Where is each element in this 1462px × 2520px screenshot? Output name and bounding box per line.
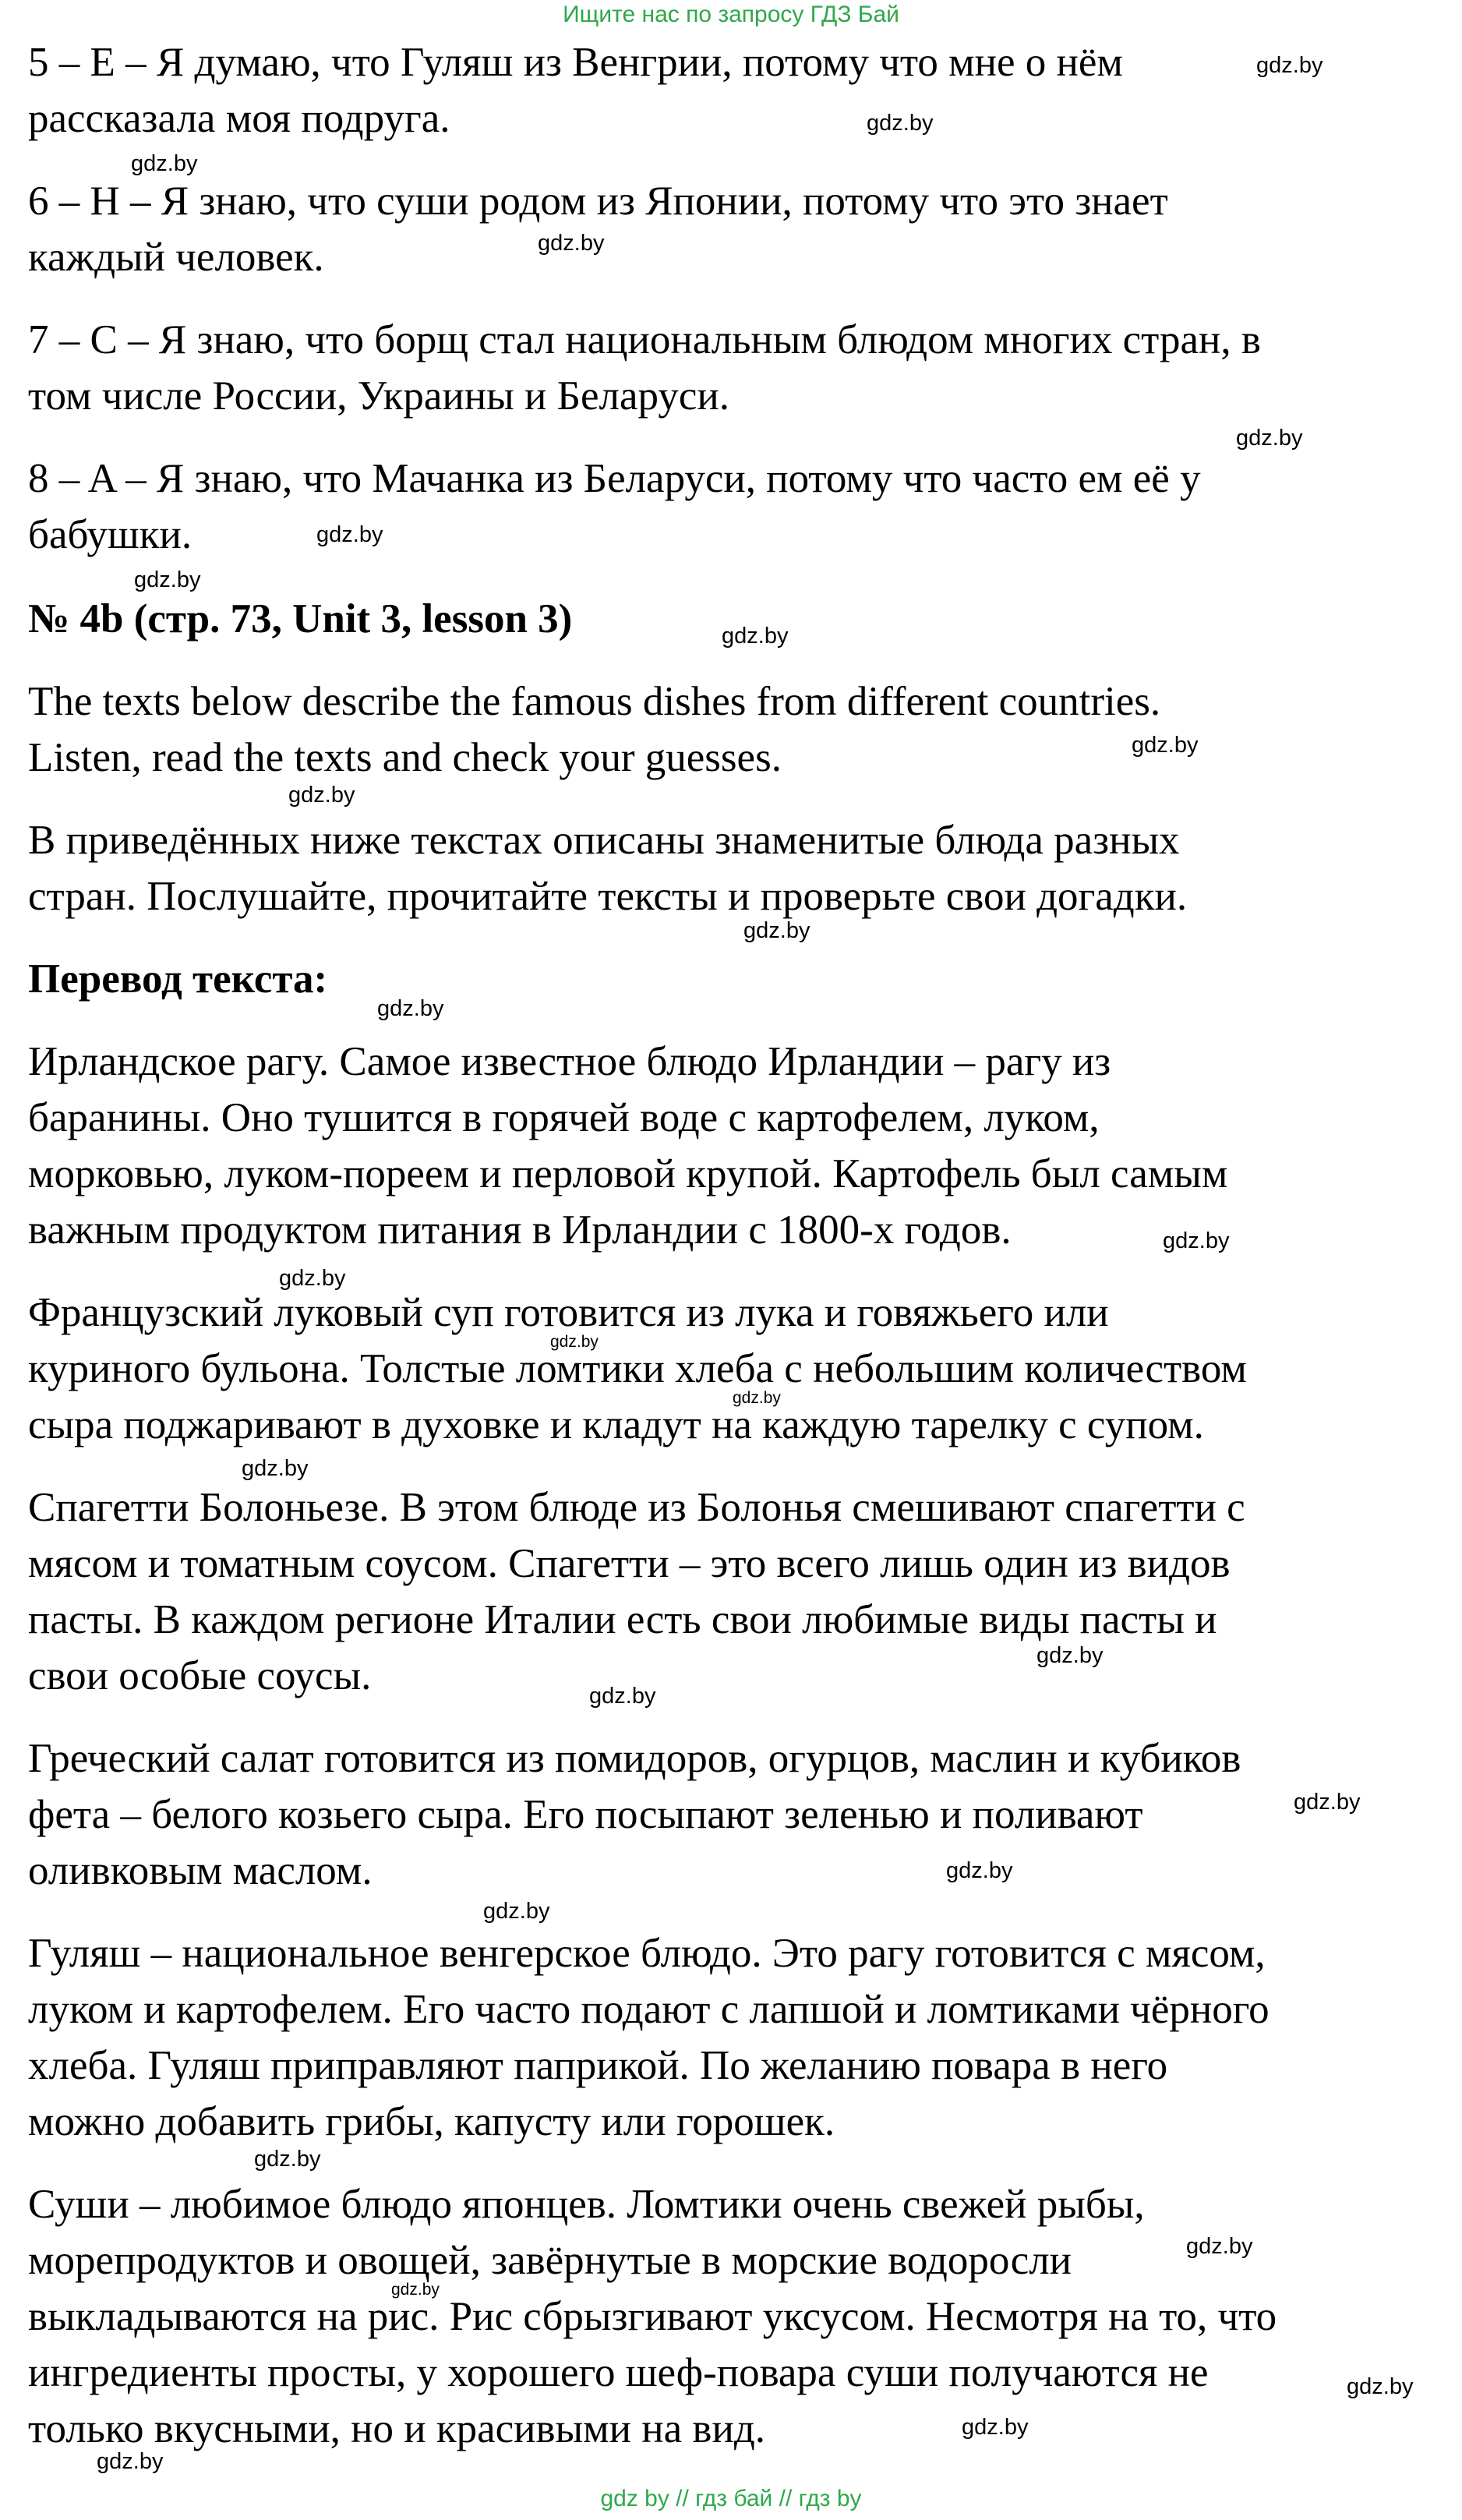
answer-6-line-1: 6 – H – Я знаю, что суши родом из Японии, потому что это знает [28,178,1168,224]
watermark: gdz.by [391,2281,440,2299]
watermark: gdz.by [867,111,934,136]
paragraph-spaghetti-line: Спагетти Болоньезе. В этом блюде из Болонья смешивают спагетти с [28,1485,1245,1530]
paragraph-spaghetti-line: пасты. В каждом регионе Италии есть свои любимые виды пасты и [28,1597,1217,1642]
watermark: gdz.by [946,1858,1013,1883]
paragraph-greek-salad-line: Греческий салат готовится из помидоров, огурцов, маслин и кубиков [28,1736,1241,1781]
watermark: gdz.by [254,2147,321,2172]
watermark: gdz.by [1256,53,1323,78]
watermark: gdz.by [722,624,789,649]
paragraph-sushi-line: выкладываются на рис. Рис сбрызгивают уксусом. Несмотря на то, что [28,2294,1277,2339]
watermark: gdz.by [538,231,605,256]
task-heading: № 4b (стр. 73, Unit 3, lesson 3) [28,596,573,641]
answer-5-line-2: рассказала моя подруга. [28,96,450,141]
watermark: gdz.by [733,1389,781,1407]
watermark: gdz.by [242,1456,309,1481]
watermark: gdz.by [1132,733,1199,758]
watermark: gdz.by [97,2449,164,2474]
watermark: gdz.by [279,1266,346,1291]
watermark: gdz.by [134,567,201,592]
paragraph-spaghetti-line: свои особые соусы. [28,1653,372,1698]
translation-heading: Перевод текста: [28,956,328,1002]
paragraph-sushi-line: морепродуктов и овощей, завёрнутые в морские водоросли [28,2238,1072,2283]
task-english-line-2: Listen, read the texts and check your guesses. [28,735,782,780]
watermark: gdz.by [316,522,383,547]
watermark: gdz.by [589,1684,656,1709]
paragraph-spaghetti-line: мясом и томатным соусом. Спагетти – это всего лишь один из видов [28,1541,1231,1586]
paragraph-sushi-line: ингредиенты просты, у хорошего шеф-повара суши получаются не [28,2350,1209,2395]
paragraph-sushi-line: Суши – любимое блюдо японцев. Ломтики очень свежей рыбы, [28,2182,1145,2227]
answer-5-line-1: 5 – E – Я думаю, что Гуляш из Венгрии, потому что мне о нём [28,40,1123,85]
watermark: gdz.by [1347,2374,1414,2399]
watermark: gdz.by [131,151,198,176]
paragraph-goulash-line: луком и картофелем. Его часто подают с лапшой и ломтиками чёрного [28,1987,1270,2032]
watermark: gdz.by [743,918,810,943]
watermark: gdz.by [1186,2234,1253,2259]
paragraph-goulash-line: хлеба. Гуляш приправляют паприкой. По желанию повара в него [28,2043,1168,2088]
watermark: gdz.by [1036,1643,1104,1668]
task-russian-line-2: стран. Послушайте, прочитайте тексты и проверьте свои догадки. [28,874,1188,919]
watermark: gdz.by [1163,1228,1230,1253]
paragraph-onion-soup-line: Французский луковый суп готовится из лука и говяжьего или [28,1290,1109,1335]
paragraph-onion-soup-line: сыра поджаривают в духовке и кладут на каждую тарелку с супом. [28,1402,1204,1447]
paragraph-sushi-line: только вкусными, но и красивыми на вид. [28,2406,766,2451]
watermark: gdz.by [288,783,355,808]
watermark: gdz.by [483,1899,550,1924]
answer-8-line-1: 8 – A – Я знаю, что Мачанка из Беларуси, потому что часто ем её у [28,456,1201,501]
watermark: gdz.by [550,1333,599,1351]
paragraph-irish-stew-line: морковью, луком-пореем и перловой крупой. Картофель был самым [28,1151,1228,1196]
task-russian-line-1: В приведённых ниже текстах описаны знаменитые блюда разных [28,818,1180,863]
watermark: gdz.by [1236,426,1303,451]
paragraph-goulash-line: можно добавить грибы, капусту или горошек. [28,2099,835,2144]
footer-links[interactable]: gdz by // гдз бай // гдз by [600,2486,862,2511]
answer-7-line-2: том числе России, Украины и Беларуси. [28,373,729,419]
paragraph-onion-soup-line: куриного бульона. Толстые ломтики хлеба с небольшим количеством [28,1346,1247,1391]
answer-7-line-1: 7 – C – Я знаю, что борщ стал национальным блюдом многих стран, в [28,317,1261,362]
paragraph-irish-stew-line: важным продуктом питания в Ирландии с 1800-х годов. [28,1207,1012,1253]
answer-8-line-2: бабушки. [28,512,192,557]
watermark: gdz.by [962,2415,1029,2440]
answer-6-line-2: каждый человек. [28,235,324,280]
paragraph-goulash-line: Гуляш – национальное венгерское блюдо. Это рагу готовится с мясом, [28,1931,1266,1976]
paragraph-greek-salad-line: оливковым маслом. [28,1848,373,1893]
paragraph-irish-stew-line: Ирландское рагу. Самое известное блюдо Ирландии – рагу из [28,1039,1111,1084]
header-search-hint[interactable]: Ищите нас по запросу ГДЗ Бай [563,2,899,27]
paragraph-greek-salad-line: фета – белого козьего сыра. Его посыпают зеленью и поливают [28,1792,1143,1837]
task-english-line-1: The texts below describe the famous dishes from different countries. [28,679,1161,724]
watermark: gdz.by [377,996,444,1021]
paragraph-irish-stew-line: баранины. Оно тушится в горячей воде с картофелем, луком, [28,1095,1100,1140]
watermark: gdz.by [1294,1790,1361,1815]
